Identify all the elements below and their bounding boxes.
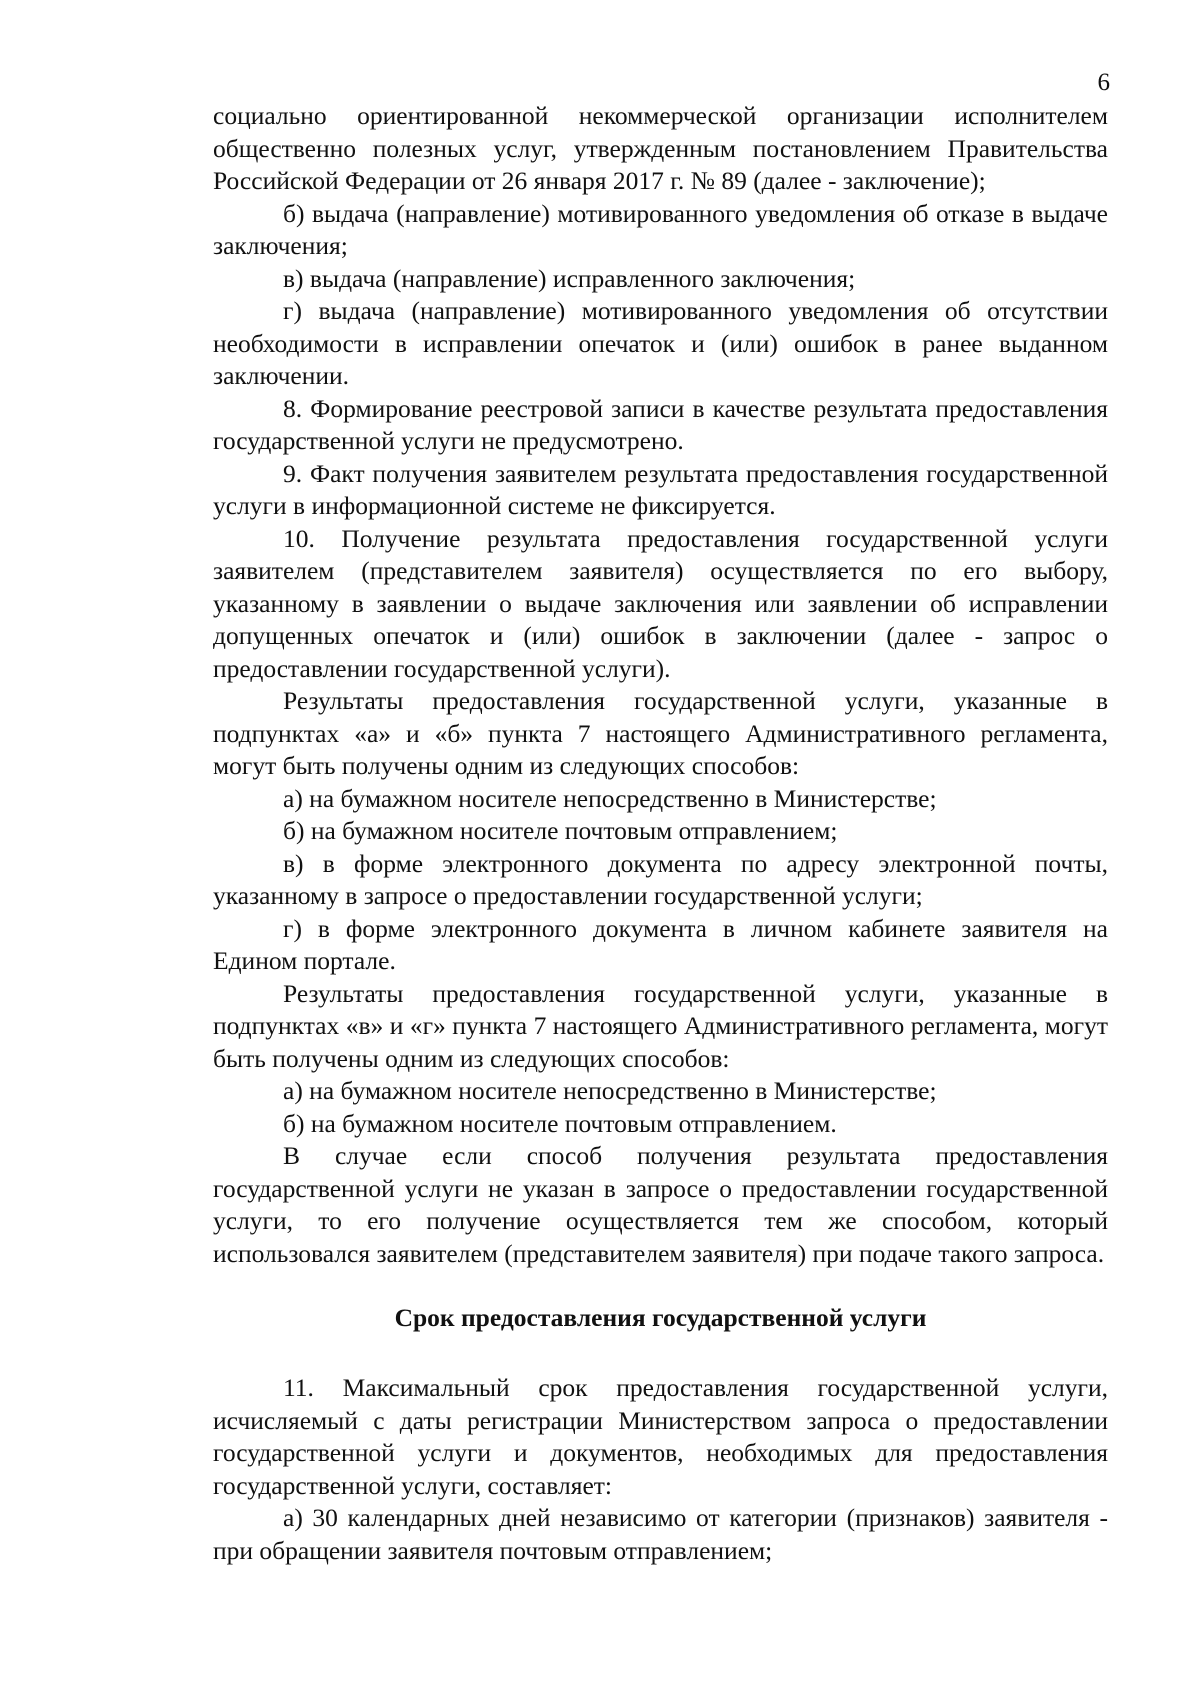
- section-heading: Срок предоставления государственной услуги: [394, 1303, 927, 1332]
- paragraph: 10. Получение результата предоставления государственной услуги заявителем (представителем заявителя) осуществляется по его выбору, указанному в заявлении о выдаче заключения или заявлении об исправлении допущенных опечаток и (или) ошибок в заключении (далее - запрос о предоставлении государственной услуги).: [213, 523, 1108, 683]
- paragraph: б) выдача (направление) мотивированного уведомления об отказе в выдаче заключения;: [213, 198, 1108, 260]
- paragraph: В случае если способ получения результата предоставления государственной услуги не указан в запросе о предоставлении государственной услуги, то его получение осуществляется тем же способом, который использовался заявителем (представителем заявителя) при подаче такого запроса.: [213, 1141, 1108, 1268]
- paragraph: а) на бумажном носителе непосредственно в Министерстве;: [283, 1076, 937, 1105]
- paragraph: б) на бумажном носителе почтовым отправлением;: [283, 816, 838, 845]
- paragraph: Результаты предоставления государственной услуги, указанные в подпунктах «в» и «г» пункта 7 настоящего Административного регламента, могут быть получены одним из следующих способов:: [213, 978, 1108, 1073]
- paragraphs-before-heading: [213, 100, 1108, 1270]
- paragraph: социально ориентированной некоммерческой организации исполнителем общественно полезных услуг, утвержденным постановлением Правительства Российской Федерации от 26 января 2017 г. № 89 (далее - заключение);: [213, 101, 1108, 195]
- paragraph: г) в форме электронного документа в личном кабинете заявителя на Едином портале.: [213, 913, 1108, 975]
- paragraph: 11. Максимальный срок предоставления государственной услуги, исчисляемый с даты регистрации Министерством запроса о предоставлении государственной услуги и документов, необходимых для предоставления государственной услуги, составляет:: [213, 1373, 1108, 1500]
- paragraph: Результаты предоставления государственной услуги, указанные в подпунктах «а» и «б» пункта 7 настоящего Административного регламента, могут быть получены одним из следующих способов:: [213, 686, 1108, 780]
- paragraph: 9. Факт получения заявителем результата предоставления государственной услуги в информационной системе не фиксируется.: [213, 458, 1108, 520]
- paragraph: 8. Формирование реестровой записи в качестве результата предоставления государственной услуги не предусмотрено.: [213, 393, 1108, 455]
- paragraph: а) 30 календарных дней независимо от категории (признаков) заявителя - при обращении заявителя почтовым отправлением;: [213, 1503, 1108, 1565]
- paragraph: а) на бумажном носителе непосредственно в Министерстве;: [283, 783, 937, 813]
- paragraph: в) в форме электронного документа по адресу электронной почты, указанному в запросе о предоставлении государственной услуги;: [213, 848, 1108, 910]
- paragraph: б) на бумажном носителе почтовым отправлением.: [283, 1108, 837, 1138]
- paragraph: в) выдача (направление) исправленного заключения;: [283, 263, 856, 293]
- page-number: 6: [1097, 69, 1110, 96]
- document-body: [213, 100, 1108, 1567]
- paragraph: г) выдача (направление) мотивированного уведомления об отсутствии необходимости в исправлении опечаток и (или) ошибок в ранее выданном заключении.: [213, 296, 1108, 390]
- paragraphs-after-heading: [213, 1372, 1108, 1567]
